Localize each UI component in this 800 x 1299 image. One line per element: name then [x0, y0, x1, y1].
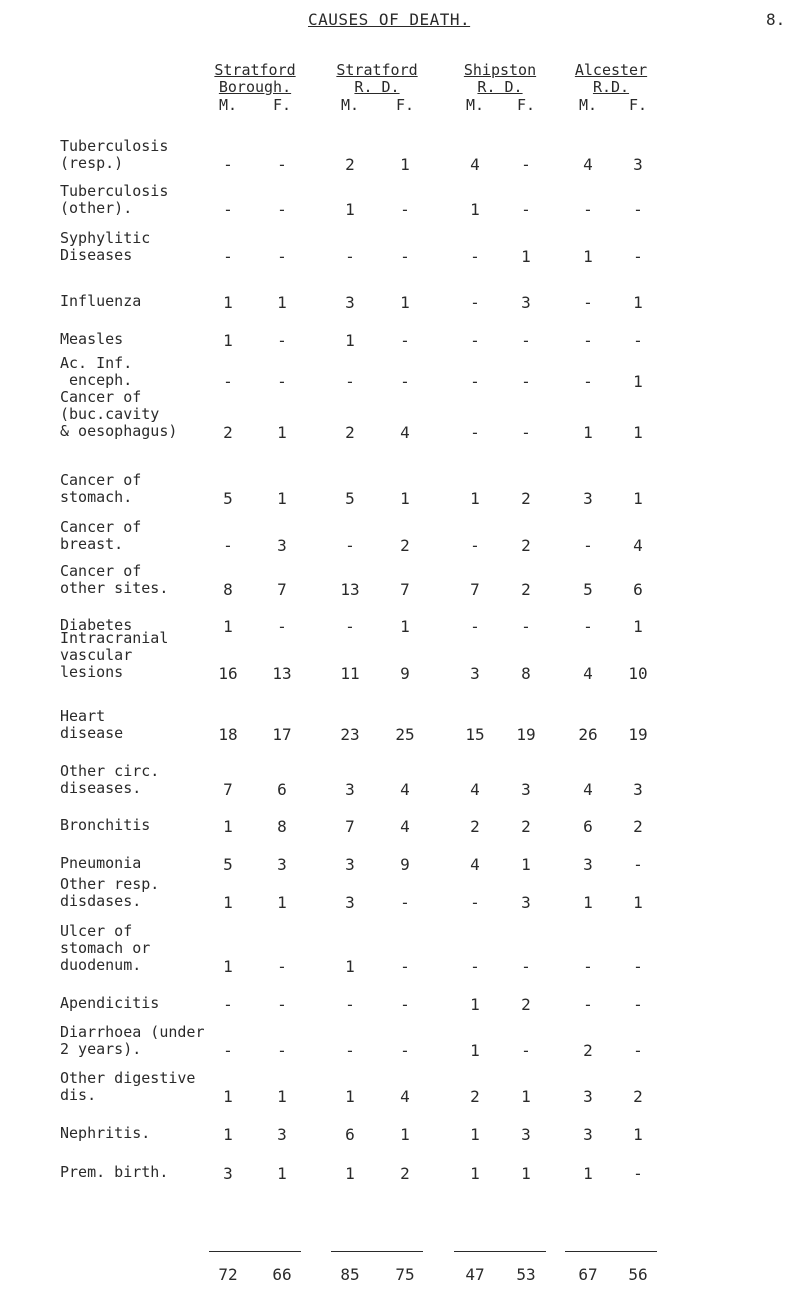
- table-cell: 3: [277, 1125, 287, 1144]
- table-cell: 4: [583, 780, 593, 799]
- district-type: R.D.: [592, 78, 630, 96]
- table-cell: 5: [583, 580, 593, 599]
- table-cell: 1: [223, 817, 233, 836]
- table-cell: -: [277, 331, 287, 350]
- total-value: 75: [395, 1265, 415, 1284]
- table-cell: -: [521, 423, 531, 442]
- cause-label: Cancer of breast.: [60, 518, 142, 553]
- table-cell: 3: [583, 1087, 593, 1106]
- total-value: 47: [465, 1265, 485, 1284]
- table-cell: 8: [223, 580, 233, 599]
- cause-label: Tuberculosis (resp.): [60, 137, 169, 172]
- table-cell: 5: [223, 489, 233, 508]
- table-cell: 3: [521, 293, 531, 312]
- table-cell: 2: [223, 423, 233, 442]
- table-cell: 1: [633, 893, 643, 912]
- cause-label: Ulcer of stomach or duodenum.: [60, 922, 151, 974]
- table-cell: 3: [223, 1164, 233, 1183]
- table-cell: -: [583, 995, 593, 1014]
- page-number: 8.: [766, 10, 786, 29]
- table-cell: 3: [345, 855, 355, 874]
- table-cell: -: [521, 331, 531, 350]
- table-cell: -: [345, 247, 355, 266]
- table-cell: 7: [470, 580, 480, 599]
- table-cell: -: [633, 1041, 643, 1060]
- table-cell: 1: [470, 200, 480, 219]
- table-cell: 1: [223, 957, 233, 976]
- sum-underline: [209, 1251, 301, 1252]
- table-cell: -: [223, 536, 233, 555]
- sum-underline: [565, 1251, 657, 1252]
- table-cell: -: [345, 617, 355, 636]
- table-cell: 4: [633, 536, 643, 555]
- cause-label: Heart disease: [60, 707, 124, 742]
- table-cell: 1: [633, 617, 643, 636]
- table-cell: -: [633, 247, 643, 266]
- table-cell: -: [223, 995, 233, 1014]
- table-cell: 18: [218, 725, 238, 744]
- table-cell: -: [521, 1041, 531, 1060]
- table-cell: 3: [583, 489, 593, 508]
- table-cell: 1: [345, 1164, 355, 1183]
- table-cell: 4: [583, 664, 593, 683]
- table-cell: 3: [521, 780, 531, 799]
- table-cell: 1: [223, 1125, 233, 1144]
- table-cell: 1: [521, 1164, 531, 1183]
- cause-label: Diabetes: [60, 616, 133, 634]
- table-cell: 1: [277, 893, 287, 912]
- table-cell: 1: [470, 1125, 480, 1144]
- table-cell: 1: [400, 293, 410, 312]
- table-cell: 23: [340, 725, 360, 744]
- table-cell: 3: [633, 780, 643, 799]
- table-cell: -: [277, 247, 287, 266]
- table-cell: 3: [633, 155, 643, 174]
- table-cell: 1: [223, 617, 233, 636]
- table-cell: 17: [272, 725, 292, 744]
- table-cell: -: [470, 331, 480, 350]
- table-cell: -: [345, 1041, 355, 1060]
- sum-underline: [454, 1251, 546, 1252]
- district-header: [317, 62, 437, 96]
- table-cell: -: [521, 957, 531, 976]
- table-cell: 3: [345, 893, 355, 912]
- total-value: 53: [516, 1265, 536, 1284]
- table-cell: 3: [583, 855, 593, 874]
- table-cell: 1: [583, 893, 593, 912]
- table-cell: -: [521, 200, 531, 219]
- table-cell: -: [583, 617, 593, 636]
- table-cell: 1: [277, 293, 287, 312]
- table-cell: -: [277, 995, 287, 1014]
- table-cell: 3: [345, 293, 355, 312]
- table-cell: 1: [470, 1164, 480, 1183]
- table-cell: -: [400, 372, 410, 391]
- table-cell: -: [633, 995, 643, 1014]
- table-cell: 2: [521, 536, 531, 555]
- table-cell: 2: [470, 1087, 480, 1106]
- district-type: Borough.: [218, 78, 292, 96]
- table-cell: -: [470, 957, 480, 976]
- table-cell: 2: [400, 1164, 410, 1183]
- table-cell: 6: [583, 817, 593, 836]
- sex-label: F.: [272, 96, 292, 114]
- table-cell: -: [345, 372, 355, 391]
- cause-label: Cancer of (buc.cavity & oesophagus): [60, 388, 178, 440]
- table-cell: 3: [277, 855, 287, 874]
- table-cell: -: [470, 536, 480, 555]
- table-cell: 4: [470, 155, 480, 174]
- table-cell: 1: [583, 247, 593, 266]
- table-cell: 3: [583, 1125, 593, 1144]
- cause-label: Prem. birth.: [60, 1163, 169, 1181]
- table-cell: -: [470, 893, 480, 912]
- table-cell: -: [470, 247, 480, 266]
- cause-label: Cancer of stomach.: [60, 471, 142, 506]
- table-cell: 1: [223, 893, 233, 912]
- sex-label: M.: [465, 96, 485, 114]
- table-cell: 26: [578, 725, 598, 744]
- table-cell: -: [345, 536, 355, 555]
- table-cell: -: [345, 995, 355, 1014]
- district-header: [195, 62, 315, 96]
- table-cell: -: [633, 957, 643, 976]
- cause-label: Measles: [60, 330, 124, 348]
- sex-label: F.: [395, 96, 415, 114]
- table-cell: -: [223, 372, 233, 391]
- table-cell: 3: [521, 893, 531, 912]
- table-cell: -: [400, 995, 410, 1014]
- table-cell: 6: [633, 580, 643, 599]
- cause-label: Tuberculosis (other).: [60, 182, 169, 217]
- cause-label: Cancer of other sites.: [60, 562, 169, 597]
- table-cell: -: [633, 1164, 643, 1183]
- table-cell: 6: [345, 1125, 355, 1144]
- table-cell: 2: [400, 536, 410, 555]
- table-cell: 1: [470, 489, 480, 508]
- sex-label: M.: [218, 96, 238, 114]
- table-cell: 9: [400, 664, 410, 683]
- table-cell: 2: [470, 817, 480, 836]
- table-cell: 2: [521, 995, 531, 1014]
- table-cell: -: [400, 200, 410, 219]
- table-cell: -: [400, 957, 410, 976]
- table-cell: 1: [345, 957, 355, 976]
- district-name: Stratford: [336, 61, 418, 79]
- table-cell: 1: [521, 247, 531, 266]
- table-cell: 1: [633, 1125, 643, 1144]
- table-cell: 1: [223, 293, 233, 312]
- table-cell: -: [277, 200, 287, 219]
- table-cell: 10: [628, 664, 648, 683]
- table-cell: -: [583, 331, 593, 350]
- page-title: CAUSES OF DEATH.: [308, 10, 471, 29]
- table-cell: 4: [400, 780, 410, 799]
- table-cell: 3: [277, 536, 287, 555]
- table-cell: 4: [470, 855, 480, 874]
- table-cell: -: [277, 155, 287, 174]
- table-cell: 13: [340, 580, 360, 599]
- table-cell: 13: [272, 664, 292, 683]
- district-name: Stratford: [214, 61, 296, 79]
- table-cell: 1: [345, 200, 355, 219]
- table-cell: -: [470, 372, 480, 391]
- district-name: Alcester: [574, 61, 648, 79]
- table-cell: 3: [470, 664, 480, 683]
- table-cell: 1: [345, 1087, 355, 1106]
- table-cell: -: [583, 536, 593, 555]
- table-cell: 1: [470, 1041, 480, 1060]
- table-cell: 2: [521, 489, 531, 508]
- table-cell: 19: [516, 725, 536, 744]
- total-value: 72: [218, 1265, 238, 1284]
- table-cell: -: [521, 155, 531, 174]
- table-cell: -: [470, 423, 480, 442]
- table-cell: 1: [633, 372, 643, 391]
- table-cell: 7: [277, 580, 287, 599]
- sex-label: F.: [628, 96, 648, 114]
- cause-label: Intracranial vascular lesions: [60, 629, 169, 681]
- table-cell: -: [400, 247, 410, 266]
- table-cell: 2: [345, 423, 355, 442]
- table-cell: -: [521, 372, 531, 391]
- table-cell: 1: [583, 423, 593, 442]
- table-cell: -: [223, 247, 233, 266]
- table-cell: 1: [345, 331, 355, 350]
- cause-label: Pneumonia: [60, 854, 142, 872]
- table-cell: 3: [521, 1125, 531, 1144]
- table-cell: -: [400, 1041, 410, 1060]
- cause-label: Other resp. disdases.: [60, 875, 160, 910]
- table-cell: 2: [345, 155, 355, 174]
- table-cell: 16: [218, 664, 238, 683]
- total-value: 56: [628, 1265, 648, 1284]
- sex-label: M.: [340, 96, 360, 114]
- table-cell: 1: [223, 1087, 233, 1106]
- table-cell: -: [223, 155, 233, 174]
- table-cell: 1: [470, 995, 480, 1014]
- table-cell: 1: [277, 1164, 287, 1183]
- table-cell: 3: [345, 780, 355, 799]
- sum-underline: [331, 1251, 423, 1252]
- cause-label: Bronchitis: [60, 816, 151, 834]
- table-cell: -: [583, 293, 593, 312]
- table-cell: 2: [633, 817, 643, 836]
- cause-label: Syphylitic Diseases: [60, 229, 151, 264]
- table-cell: -: [470, 617, 480, 636]
- table-cell: 4: [470, 780, 480, 799]
- total-value: 67: [578, 1265, 598, 1284]
- cause-label: Ac. Inf. enceph.: [60, 354, 133, 389]
- sex-label: M.: [578, 96, 598, 114]
- sex-label: F.: [516, 96, 536, 114]
- total-value: 66: [272, 1265, 292, 1284]
- table-cell: 1: [400, 489, 410, 508]
- table-cell: 15: [465, 725, 485, 744]
- table-cell: 1: [400, 617, 410, 636]
- table-cell: -: [400, 331, 410, 350]
- table-cell: 1: [521, 855, 531, 874]
- table-cell: 8: [277, 817, 287, 836]
- table-cell: 1: [223, 331, 233, 350]
- table-cell: 1: [400, 155, 410, 174]
- cause-label: Nephritis.: [60, 1124, 151, 1142]
- table-cell: -: [583, 200, 593, 219]
- table-cell: -: [277, 617, 287, 636]
- cause-label: Other circ. diseases.: [60, 762, 160, 797]
- table-cell: 11: [340, 664, 360, 683]
- district-header: [551, 62, 671, 96]
- district-name: Shipston: [463, 61, 537, 79]
- table-cell: 1: [277, 423, 287, 442]
- table-cell: 7: [345, 817, 355, 836]
- table-cell: -: [521, 617, 531, 636]
- district-header: [440, 62, 560, 96]
- table-cell: 1: [583, 1164, 593, 1183]
- table-cell: 4: [400, 817, 410, 836]
- table-cell: -: [277, 957, 287, 976]
- table-cell: 8: [521, 664, 531, 683]
- table-cell: -: [400, 893, 410, 912]
- table-cell: -: [223, 200, 233, 219]
- table-cell: -: [583, 957, 593, 976]
- table-cell: 6: [277, 780, 287, 799]
- table-cell: 2: [583, 1041, 593, 1060]
- table-cell: 4: [400, 1087, 410, 1106]
- table-cell: -: [223, 1041, 233, 1060]
- table-cell: 1: [277, 1087, 287, 1106]
- table-cell: 25: [395, 725, 415, 744]
- table-cell: -: [277, 372, 287, 391]
- table-cell: -: [633, 855, 643, 874]
- table-cell: 5: [345, 489, 355, 508]
- table-cell: -: [470, 293, 480, 312]
- table-cell: 9: [400, 855, 410, 874]
- table-cell: 7: [400, 580, 410, 599]
- total-value: 85: [340, 1265, 360, 1284]
- table-cell: 2: [521, 580, 531, 599]
- table-cell: 5: [223, 855, 233, 874]
- district-type: R. D.: [354, 78, 400, 96]
- district-type: R. D.: [477, 78, 523, 96]
- table-cell: 1: [400, 1125, 410, 1144]
- table-cell: -: [277, 1041, 287, 1060]
- cause-label: Diarrhoea (under 2 years).: [60, 1023, 205, 1058]
- table-cell: 1: [633, 423, 643, 442]
- cause-label: Influenza: [60, 292, 142, 310]
- table-cell: 1: [633, 293, 643, 312]
- table-cell: 4: [583, 155, 593, 174]
- table-cell: 2: [633, 1087, 643, 1106]
- cause-label: Apendicitis: [60, 994, 160, 1012]
- table-cell: -: [633, 200, 643, 219]
- table-cell: 4: [400, 423, 410, 442]
- table-cell: 2: [521, 817, 531, 836]
- table-cell: 1: [521, 1087, 531, 1106]
- cause-label: Other digestive dis.: [60, 1069, 196, 1104]
- table-cell: 1: [633, 489, 643, 508]
- table-cell: -: [633, 331, 643, 350]
- table-cell: 19: [628, 725, 648, 744]
- table-cell: 1: [277, 489, 287, 508]
- table-cell: 7: [223, 780, 233, 799]
- table-cell: -: [583, 372, 593, 391]
